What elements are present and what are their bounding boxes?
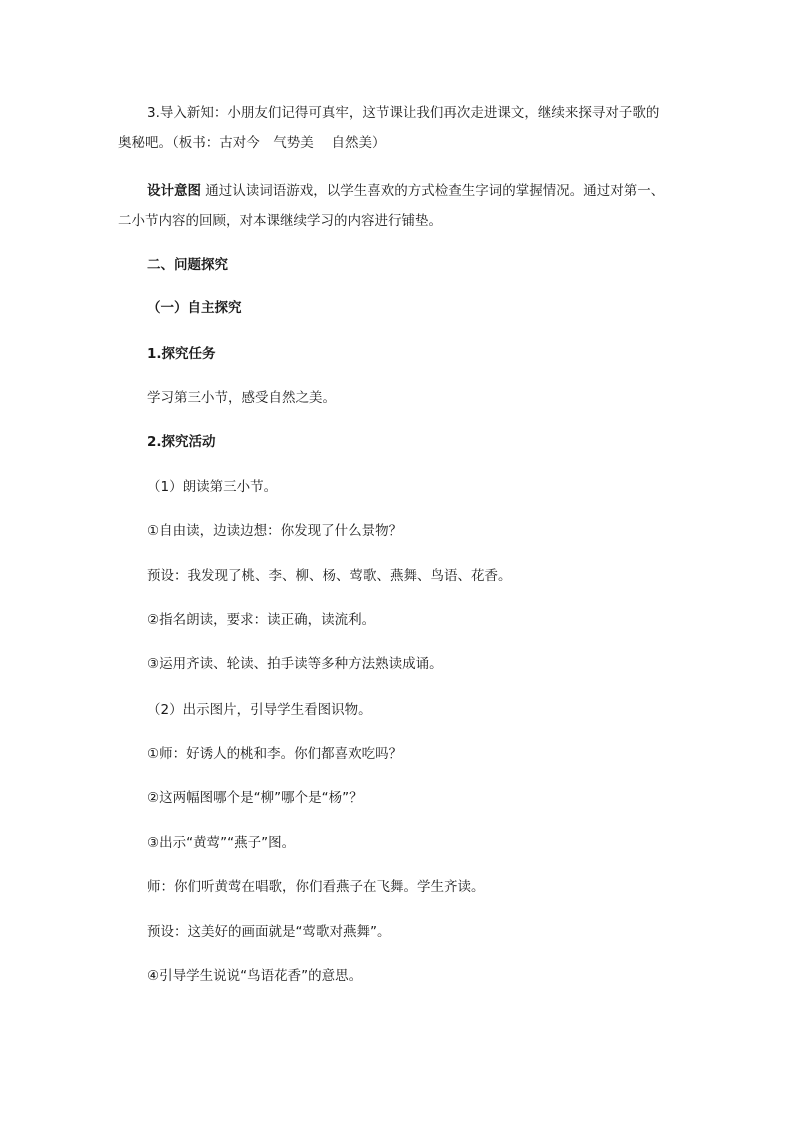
activity-2-teacher-line: 师：你们听黄莺在唱歌，你们看燕子在飞舞。学生齐读。	[147, 879, 485, 895]
activity-2-item-4: ④引导学生说说“鸟语花香”的意思。	[147, 968, 363, 984]
activity-1-preset: 预设：我发现了桃、李、柳、杨、莺歌、燕舞、鸟语、花香。	[147, 568, 512, 584]
design-intent-line1	[147, 181, 664, 201]
activity-1-item-1: ①自由读，边读边想：你发现了什么景物？	[147, 523, 403, 539]
inquiry-task-text: 学习第三小节，感受自然之美。	[147, 390, 336, 406]
activity-1-title: （1）朗读第三小节。	[147, 479, 278, 495]
paragraph-intro-line2: 奥秘吧。（板书：古对今 气势美 自然美）	[118, 135, 386, 151]
activity-1-item-2: ②指名朗读，要求：读正确，读流利。	[147, 612, 376, 628]
design-intent-line2: 二小节内容的回顾，对本课继续学习的内容进行铺垫。	[118, 213, 442, 229]
heading-inquiry-task: 1.探究任务	[147, 346, 216, 362]
heading-inquiry-activity: 2.探究活动	[147, 434, 216, 450]
activity-2-preset: 预设：这美好的画面就是“莺歌对燕舞”。	[147, 924, 391, 940]
activity-2-item-3: ③出示“黄莺”“燕子”图。	[147, 835, 296, 851]
section-title-problem-inquiry: 二、问题探究	[147, 257, 228, 273]
activity-2-title: （2）出示图片，引导学生看图识物。	[147, 702, 372, 718]
activity-2-item-2: ②这两幅图哪个是“柳”哪个是“杨”？	[147, 790, 363, 806]
subsection-title-self-inquiry: （一）自主探究	[147, 300, 242, 316]
paragraph-intro-line1: 3.导入新知：小朋友们记得可真牢，这节课让我们再次走进课文，继续来探寻对子歌的	[147, 105, 660, 121]
activity-2-item-1: ①师：好诱人的桃和李。你们都喜欢吃吗？	[147, 746, 403, 762]
design-intent-text: 通过认读词语游戏，以学生喜欢的方式检查生字词的掌握情况。通过对第一、	[205, 183, 665, 199]
activity-1-item-3: ③运用齐读、轮读、拍手读等多种方法熟读成诵。	[147, 656, 443, 672]
design-intent-label: 设计意图	[147, 183, 201, 199]
